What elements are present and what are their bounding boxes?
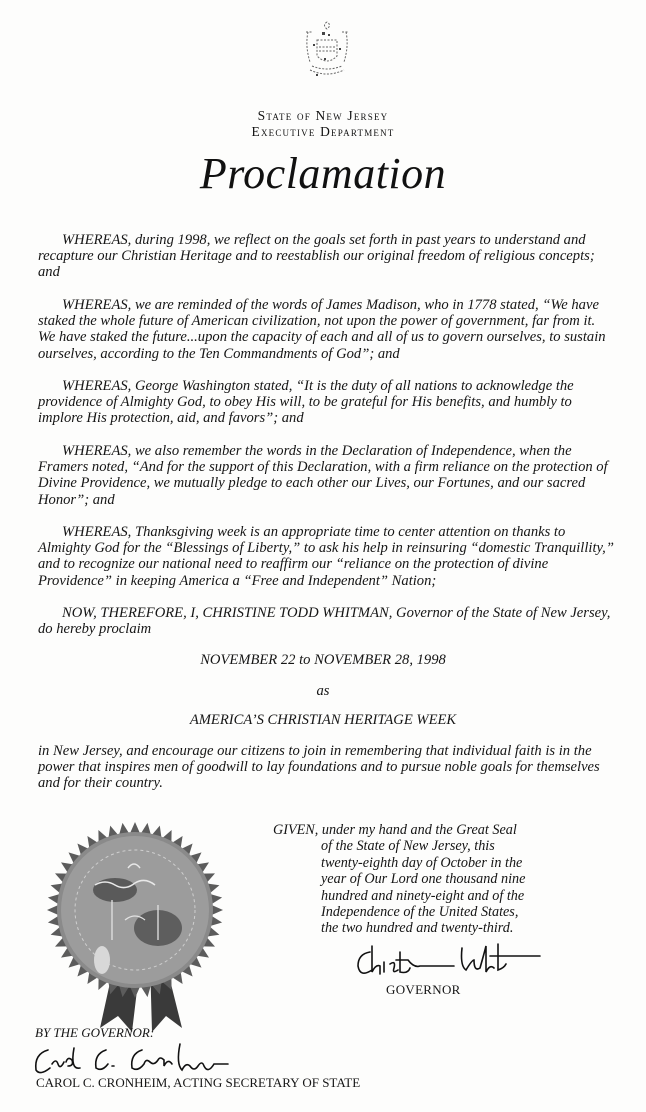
whereas-paragraph-2: WHEREAS, we are reminded of the words of James Madison, who in 1778 stated, “We have staked the whole future of American civilization, not upon the power of government, far from it. We have staked the future...upon the capacity of each and all of us to govern ourselves, to sustain ourselves, according to the Ten Commandments of God”; and [38, 297, 606, 362]
by-the-governor-label: BY THE GOVERNOR: [35, 1025, 155, 1040]
secretary-name-title: CAROL C. CRONHEIM, ACTING SECRETARY OF STATE [36, 1075, 361, 1090]
given-line: hundred and ninety-eight and of the [321, 887, 525, 904]
department-heading: Executive Department [251, 124, 395, 139]
observance-dates: NOVEMBER 22 to NOVEMBER 28, 1998 [200, 652, 446, 668]
proclamation-title: Proclamation [199, 149, 447, 198]
whereas-paragraph-3: WHEREAS, George Washington stated, “It is the duty of all nations to acknowledge the providence of Almighty God, to obey His will, to be grateful for His benefits, and humbly to implore His protection, aid, and favors”; and [38, 378, 574, 427]
whereas-paragraph-1: WHEREAS, during 1998, we reflect on the goals set forth in past years to understand and recapture our Christian Heritage and to reestablish our original freedom of religious concepts; and [38, 232, 595, 281]
secretary-signature [30, 1040, 240, 1080]
as-text: as [316, 683, 330, 699]
given-line: twenty-eighth day of October in the [321, 854, 523, 871]
given-line: of the State of New Jersey, this [321, 838, 495, 855]
given-line: the two hundred and twenty-third. [321, 920, 514, 937]
great-seal-icon [40, 810, 230, 1040]
given-line-first: GIVEN, under my hand and the Great Seal [273, 822, 517, 838]
governor-signature [350, 940, 550, 982]
whereas-paragraph-4: WHEREAS, we also remember the words in the Declaration of Independence, when the Framers noted, “And for the support of this Declaration, with a firm reliance on the protection of Divine Providence, we mutually pledge to each other our Lives, our Fortunes, and our sacred Honor”; and [38, 443, 608, 508]
closing-paragraph: in New Jersey, and encourage our citizens to join in remembering that individual faith is in the power that inspires men of goodwill to lay foundations and to pursue noble goals for themselves and for their country. [38, 743, 600, 792]
governor-title: GOVERNOR [386, 982, 461, 997]
observance-name: AMERICA’S CHRISTIAN HERITAGE WEEK [189, 712, 457, 728]
now-therefore-paragraph: NOW, THEREFORE, I, CHRISTINE TODD WHITMAN, Governor of the State of New Jersey, do hereby proclaim [38, 605, 611, 638]
whereas-paragraph-5: WHEREAS, Thanksgiving week is an appropriate time to center attention on thanks to Almighty God for the “Blessings of Liberty,” to ask his help in reinsuring “domestic Tranquillity,” and to recognize our national need to reaffirm our “reliance on the protection of divine Providence” in keeping America a “Free and Independent” Nation; [38, 524, 614, 589]
given-line: Independence of the United States, [321, 904, 519, 921]
state-heading: State of New Jersey [257, 108, 389, 123]
coat-of-arms-emblem [298, 18, 356, 86]
given-clause [273, 822, 573, 937]
given-line: year of Our Lord one thousand nine [321, 871, 526, 888]
